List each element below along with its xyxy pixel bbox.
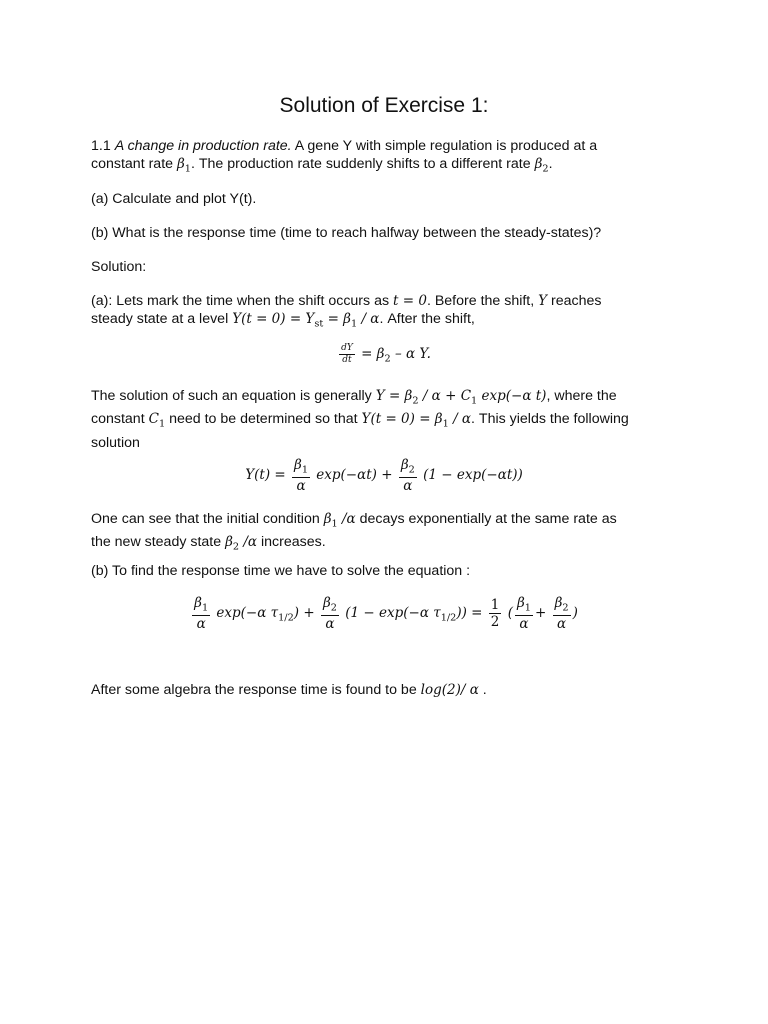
general-solution-text: The solution of such an equation is generally $Y = \beta_2 / \alpha + C_1$ exp(−α t), where the constant $C_1$ need to be determined so that $Y(t = 0) = \beta_1 / \alpha$. This yields the following solution — [91, 388, 629, 451]
page-title: Solution of Exercise 1: — [279, 94, 489, 117]
ode-equation: $\frac{dY}{dt}$ = $\beta_2$ – α Y. — [341, 343, 431, 366]
solution-equation: Y(t) = $\frac{\beta_1}{\alpha}$ exp(−αt) + $\frac{\beta_2}{\alpha}$ (1 − exp(−αt)) — [245, 457, 523, 494]
part-b-intro: (b) To find the response time we have to solve the equation : — [91, 563, 471, 579]
question-a: (a) Calculate and plot Y(t). — [91, 191, 257, 207]
question-b: (b) What is the response time (time to reach halfway between the steady-states)? — [91, 225, 602, 241]
response-time-equation: $\frac{\beta_1}{\alpha}$ exp(−α $\tau_{1/2}$) + $\frac{\beta_2}{\alpha}$ (1 − exp(−α $\tau_{1/2}$)) = $\frac{1}{2}$ ( $\frac{\beta_1}{\alpha}$ + $\frac{\beta_2}{\alpha}$ ) — [194, 595, 578, 632]
solution-label: Solution: — [91, 259, 147, 275]
conclusion: After some algebra the response time is found to be log(2)/ α . — [91, 682, 487, 698]
problem-statement: 1.1 A change in production rate. A gene Y with simple regulation is produced at a constant rate $\beta_1$. The production rate suddenly shifts to a different rate $\beta_2$. — [91, 138, 598, 175]
problem-heading: A change in production rate. — [114, 138, 292, 154]
solution-a-intro: (a): Lets mark the time when the shift occurs as t = 0. Before the shift, Y reaches steady state at a level $Y(t = 0) = Y_{st} = \beta_1 / \alpha$. After the shift, — [91, 293, 602, 330]
remark-text: One can see that the initial condition $\beta_1$ /α decays exponentially at the same rate as the new steady state $\beta_2$ /α increases. — [91, 511, 617, 553]
